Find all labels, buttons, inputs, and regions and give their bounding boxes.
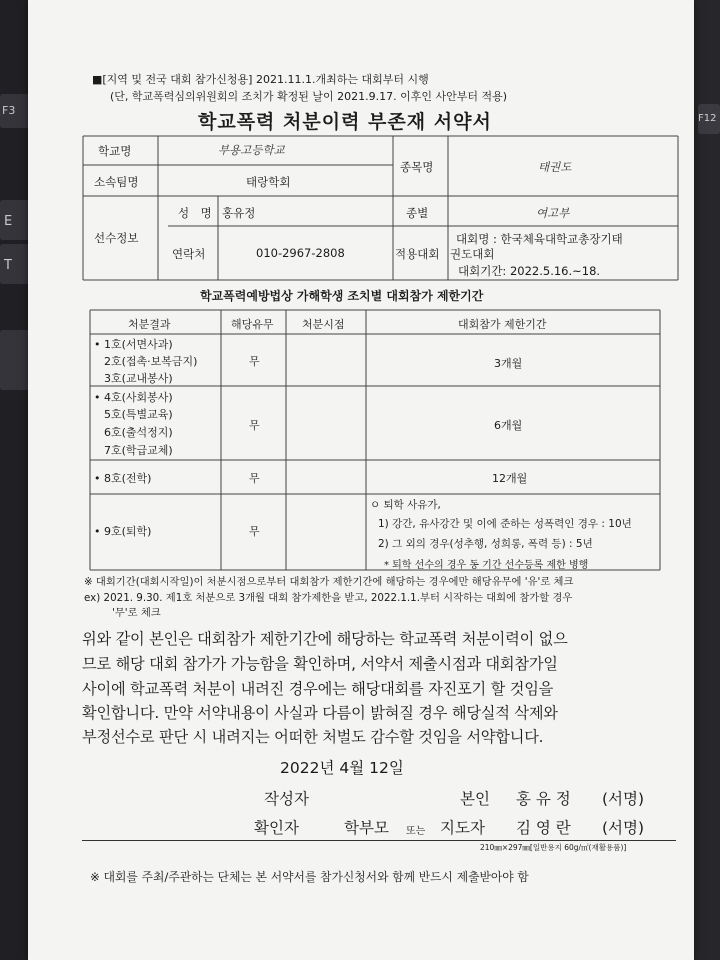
key-e-label: E: [4, 214, 13, 229]
document-title: 학교폭력 처분이력 부존재 서약서: [198, 111, 492, 133]
row1-item1: • 1호(서면사과): [94, 338, 173, 351]
note-line1: ※ 대회기간(대회시작일)이 처분시점으로부터 대회참가 제한기간에 해당하는 경우에만 해당유무에 '유'로 체크: [84, 576, 574, 588]
statement-line4: 확인합니다. 만약 서약내용이 사실과 다름이 밝혀질 경우 해당실적 삭제와: [82, 704, 558, 722]
category-label: 종별: [406, 206, 429, 220]
self-name: 홍 유 정: [516, 790, 571, 808]
paper-spec: 210㎜×297㎜[일반용지 60g/㎡(재활용품)]: [480, 843, 627, 852]
row1-item2: 2호(접촉·보복금지): [104, 355, 198, 368]
self-label: 본인: [460, 790, 490, 808]
key-blank: [0, 330, 30, 390]
row2-period: 6개월: [494, 419, 523, 432]
mentor-label: 지도자: [440, 819, 485, 837]
applied-competition-label: 적용대회: [395, 247, 440, 261]
club-value: 태랑학회: [246, 175, 291, 189]
footer-divider: [82, 840, 676, 841]
row2-applicable: 무: [249, 419, 260, 432]
school-value: 부용고등학교: [218, 143, 285, 157]
keyboard-right: [690, 0, 720, 960]
row4-period-line1: ㅇ 퇴학 사유가,: [370, 499, 441, 511]
mentor-name: 김 영 란: [516, 819, 571, 837]
event-value: 태권도: [538, 160, 572, 174]
row3-applicable: 무: [249, 472, 260, 485]
mentor-sign-mark: (서명): [602, 819, 645, 837]
key-e: [0, 200, 30, 240]
col-result: 처분결과: [128, 318, 171, 331]
competition-name-line1: 대회명 : 한국체육대학교총장기태: [456, 232, 623, 246]
school-label: 학교명: [98, 144, 132, 158]
club-label: 소속팀명: [94, 175, 139, 189]
row1-period: 3개월: [494, 357, 523, 370]
footer-notice: ※ 대회를 주최/주관하는 단체는 본 서약서를 참가신청서와 함께 반드시 제출받아야 함: [90, 870, 529, 884]
signed-date: 2022년 4월 12일: [280, 759, 404, 777]
restriction-heading: 학교폭력예방법상 가해학생 조치별 대회참가 제한기간: [200, 289, 484, 303]
note-line3: '무'로 체크: [112, 607, 161, 619]
key-f12: [698, 104, 720, 134]
parent-label: 학부모: [344, 819, 389, 837]
statement-line1: 위와 같이 본인은 대회참가 제한기간에 해당하는 학교폭력 처분이력이 없으: [82, 630, 568, 648]
row4-period-line2: 1) 강간, 유사강간 및 이에 준하는 성폭력인 경우 : 10년: [378, 518, 632, 530]
row2-item1: • 4호(사회봉사): [94, 391, 173, 404]
contact-value: 010-2967-2808: [256, 246, 345, 260]
competition-name-line2: 권도대회: [450, 247, 495, 261]
row4-item1: • 9호(퇴학): [94, 525, 152, 538]
confirmer-label: 확인자: [254, 819, 299, 837]
contact-label: 연락처: [172, 247, 206, 261]
key-f12-label: F12: [698, 113, 717, 124]
col-period: 대회참가 제한기간: [458, 318, 547, 331]
col-time: 처분시점: [302, 318, 345, 331]
key-f3-label: F3: [2, 104, 16, 117]
notice-line1: ■[지역 및 전국 대회 참가신청용] 2021.11.1.개최하는 대회부터 시행: [92, 73, 429, 86]
row4-applicable: 무: [249, 525, 260, 538]
row3-item1: • 8호(전학): [94, 472, 152, 485]
row1-applicable: 무: [249, 355, 260, 368]
player-info-label: 선수정보: [94, 231, 139, 245]
row3-period: 12개월: [492, 472, 528, 485]
self-sign-mark: (서명): [602, 790, 645, 808]
row4-period-line3: 2) 그 외의 경우(성추행, 성희롱, 폭력 등) : 5년: [378, 538, 593, 550]
or-label: 또는: [406, 826, 426, 837]
row4-period-line4: * 퇴학 선수의 경우 동 기간 선수등록 제한 병행: [384, 560, 589, 571]
col-applicable: 해당유무: [231, 318, 274, 331]
document-page: [28, 0, 694, 960]
competition-period: 대회기간: 2022.5.16.~18.: [458, 264, 601, 278]
statement-line3: 사이에 학교폭력 처분이 내려진 경우에는 해당대회를 자진포기 할 것임을: [82, 680, 554, 698]
row2-item3: 6호(출석정지): [104, 426, 173, 439]
row2-item2: 5호(특별교육): [104, 408, 173, 421]
note-line2: ex) 2021. 9.30. 제1호 처분으로 3개월 대회 참가제한을 받고, 2022.1.1.부터 시작하는 대회에 참가할 경우: [84, 592, 573, 604]
row1-item3: 3호(교내봉사): [104, 372, 173, 385]
key-t: [0, 244, 30, 284]
name-value: 홍유정: [222, 206, 256, 220]
key-t-label: T: [4, 258, 12, 273]
notice-line2: (단, 학교폭력심의위원회의 조치가 확정된 날이 2021.9.17. 이후인 사안부터 적용): [110, 90, 508, 103]
statement-line2: 므로 해당 대회 참가가 가능함을 확인하며, 서약서 제출시점과 대회참가일: [82, 655, 558, 673]
statement-line5: 부정선수로 판단 시 내려지는 어떠한 처벌도 감수할 것임을 서약합니다.: [82, 728, 544, 746]
row2-item4: 7호(학급교체): [104, 444, 173, 457]
event-label: 종목명: [400, 160, 434, 174]
name-label: 성 명: [178, 206, 212, 220]
key-f3: [0, 94, 30, 128]
writer-label: 작성자: [264, 790, 309, 808]
category-value: 여고부: [536, 206, 570, 220]
